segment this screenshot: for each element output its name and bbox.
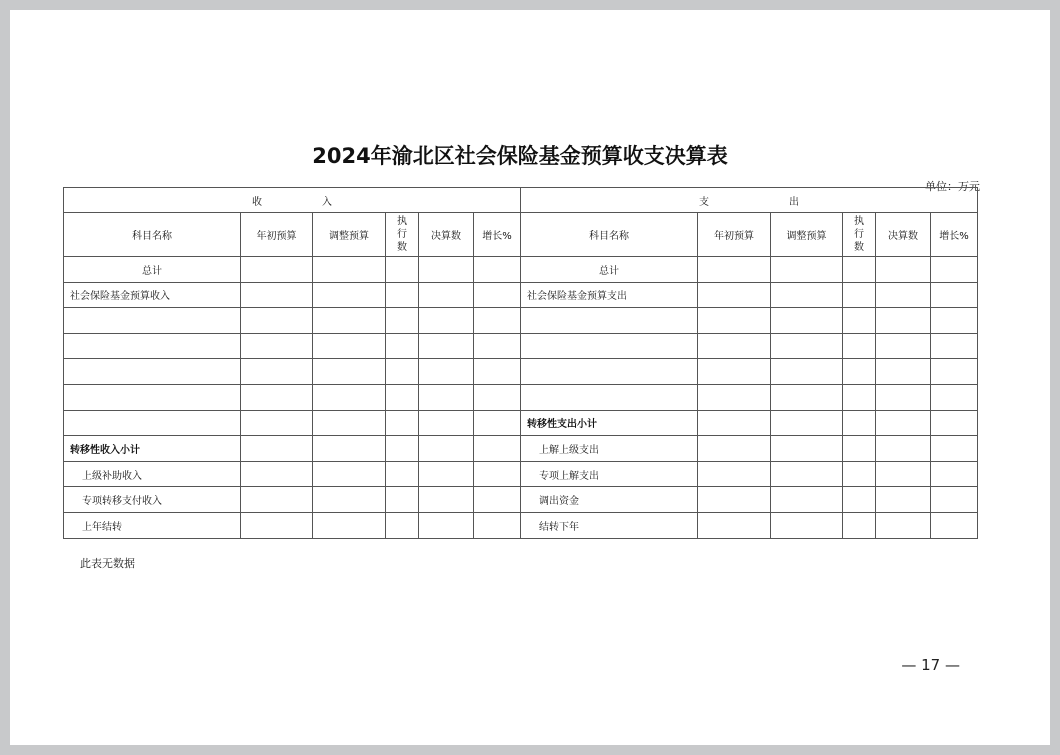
row-label-left: 上级补助收入	[64, 461, 241, 487]
row-label-right: 专项上解支出	[521, 461, 698, 487]
row-label-left	[64, 384, 241, 410]
col-final: 决算数	[419, 213, 474, 257]
unit-label: 单位：万元	[925, 180, 980, 193]
row-label-left	[64, 359, 241, 385]
table-row	[64, 487, 978, 513]
page-title: 2024年渝北区社会保险基金预算收支决算表	[312, 144, 728, 168]
row-label-left	[64, 308, 241, 334]
col-growth: 增长%	[474, 213, 521, 257]
col-initial-budget: 年初预算	[241, 213, 313, 257]
col-initial-budget: 年初预算	[698, 213, 771, 257]
table-row	[64, 257, 978, 283]
row-label-right: 总计	[521, 257, 698, 283]
table-row	[64, 384, 978, 410]
row-label-right: 调出资金	[521, 487, 698, 513]
col-adjusted-budget: 调整预算	[771, 213, 843, 257]
row-label-right: 转移性支出小计	[521, 410, 698, 436]
table-row	[64, 282, 978, 308]
row-label-right: 社会保险基金预算支出	[521, 282, 698, 308]
col-exec: 执 行 数	[843, 213, 876, 257]
column-header-row	[64, 213, 978, 257]
col-subject: 科目名称	[64, 213, 241, 257]
table-row	[64, 308, 978, 334]
row-label-left: 总计	[64, 257, 241, 283]
budget-table	[63, 187, 978, 539]
row-label-right	[521, 384, 698, 410]
page-number: — 17 —	[901, 656, 960, 674]
table-row	[64, 359, 978, 385]
col-exec: 执 行 数	[386, 213, 419, 257]
section-header-row	[64, 188, 978, 213]
row-label-right	[521, 333, 698, 359]
table-note: 此表无数据	[80, 557, 135, 570]
row-label-left	[64, 333, 241, 359]
row-label-left	[64, 410, 241, 436]
row-label-left: 专项转移支付收入	[64, 487, 241, 513]
row-label-left: 社会保险基金预算收入	[64, 282, 241, 308]
row-label-left: 转移性收入小计	[64, 436, 241, 462]
col-growth: 增长%	[931, 213, 978, 257]
row-label-right: 结转下年	[521, 512, 698, 538]
col-subject: 科目名称	[521, 213, 698, 257]
income-section-header: 收 入	[64, 188, 521, 213]
table-row	[64, 333, 978, 359]
expense-section-header: 支 出	[521, 188, 978, 213]
table-row	[64, 410, 978, 436]
row-label-right	[521, 359, 698, 385]
col-final: 决算数	[876, 213, 931, 257]
col-adjusted-budget: 调整预算	[313, 213, 386, 257]
table-row	[64, 436, 978, 462]
row-label-right: 上解上级支出	[521, 436, 698, 462]
row-label-left: 上年结转	[64, 512, 241, 538]
row-label-right	[521, 308, 698, 334]
table-row	[64, 512, 978, 538]
table-row	[64, 461, 978, 487]
